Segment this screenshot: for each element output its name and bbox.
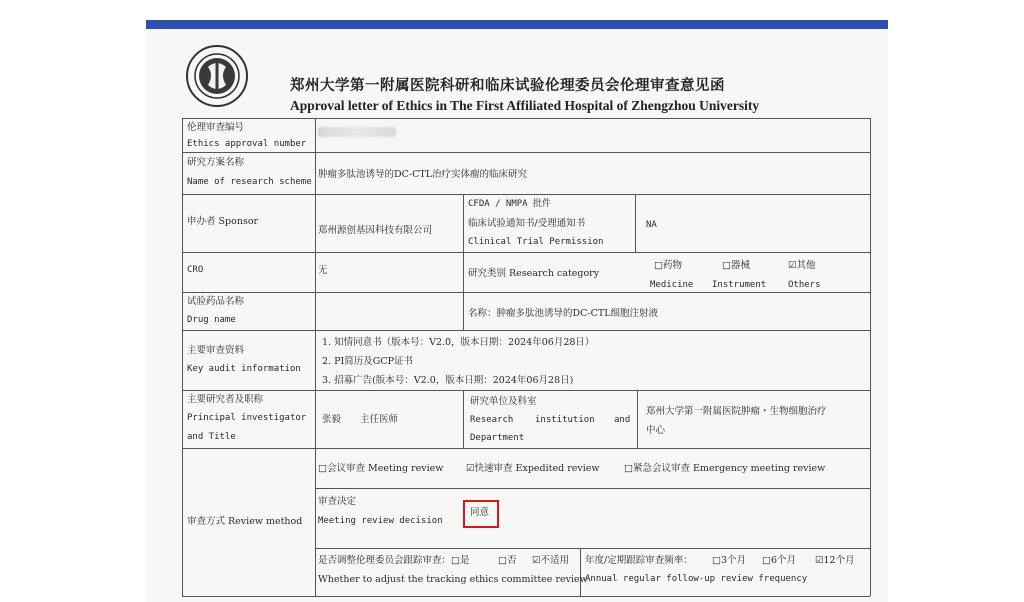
scheme-label-cn: 研究方案名称: [187, 157, 245, 168]
cro-label: CRO: [187, 265, 204, 275]
cro-value: 无: [318, 265, 328, 276]
category-instrument-checkbox[interactable]: □器械: [722, 260, 750, 271]
audit-item-2: 2. PI简历及GCP证书: [322, 356, 413, 367]
institution-label-cn: 研究单位及科室: [470, 396, 537, 407]
ethics-number-label-en: Ethics approval number: [187, 139, 307, 149]
audit-label-en: Key audit information: [187, 364, 301, 374]
decision-value: 同意: [470, 507, 490, 518]
institution-label-en-4: Department: [470, 433, 525, 443]
category-others-checkbox[interactable]: ☑其他: [788, 260, 816, 271]
freq-12-months-checkbox[interactable]: ☑12个月: [815, 555, 855, 566]
category-instrument-label: Instrument: [712, 280, 767, 290]
tracking-adjust-na-checkbox[interactable]: ☑不适用: [532, 555, 570, 566]
scheme-label-en: Name of research scheme: [187, 177, 312, 187]
pi-label-en-2: and Title: [187, 432, 236, 442]
audit-item-1: 1. 知情同意书（版本号：V2.0，版本日期：2024年06月28日）: [322, 337, 595, 348]
tracking-adjust-yes-checkbox[interactable]: 是否调整伦理委员会跟踪审查：□是: [318, 555, 470, 566]
category-medicine-checkbox[interactable]: □药物: [654, 260, 682, 271]
institution-label-en-3: and: [614, 415, 631, 425]
freq-6-months-checkbox[interactable]: □6个月: [762, 555, 797, 566]
institution-value-1: 郑州大学第一附属医院肿瘤・生物细胞治疗: [646, 406, 827, 417]
scheme-value: 肿瘤多肽池诱导的DC-CTL治疗实体瘤的临床研究: [318, 169, 528, 180]
tracking-adjust-no-checkbox[interactable]: □否: [498, 555, 517, 566]
ethics-number-label-cn: 伦理审查编号: [187, 122, 245, 133]
review-expedited-checkbox[interactable]: ☑快速审查 Expedited review: [466, 463, 600, 474]
title-english: Approval letter of Ethics in The First Affiliated Hospital of Zhengzhou University: [290, 98, 760, 113]
title-chinese: 郑州大学第一附属医院科研和临床试验伦理委员会伦理审查意见函: [290, 78, 725, 94]
drug-value: 名称：肿瘤多肽池诱导的DC-CTL细胞注射液: [468, 308, 659, 319]
pi-title: 主任医师: [360, 414, 399, 425]
cfda-label-line3: Clinical Trial Permission: [468, 237, 604, 247]
drug-label-cn: 试验药品名称: [187, 296, 245, 307]
followup-frequency-label-cn: 年度/定期跟踪审查频率：: [585, 555, 693, 566]
category-medicine-label: Medicine: [650, 280, 694, 290]
decision-label-cn: 审查决定: [318, 496, 357, 507]
pi-label-cn: 主要研究者及职称: [187, 394, 264, 405]
top-accent-bar: [146, 20, 888, 29]
cfda-label-line1: CFDA / NMPA 批件: [468, 199, 552, 209]
research-category-label: 研究类别 Research category: [468, 268, 600, 279]
institution-label-en-2: institution: [535, 415, 595, 425]
audit-item-3: 3. 招募广告(版本号：V2.0，版本日期：2024年06月28日): [322, 375, 574, 386]
pi-label-en-1: Principal investigator: [187, 413, 307, 423]
sponsor-value: 郑州源创基因科技有限公司: [318, 225, 433, 236]
decision-label-en: Meeting review decision: [318, 516, 443, 526]
review-meeting-checkbox[interactable]: □会议审查 Meeting review: [318, 463, 444, 474]
redacted-number: [318, 127, 396, 137]
hospital-seal-logo: [186, 45, 248, 107]
cfda-label-line2: 临床试验通知书/受理通知书: [468, 218, 586, 229]
audit-label-cn: 主要审查资料: [187, 345, 245, 356]
pi-name: 张毅: [322, 414, 342, 425]
category-others-label: Others: [788, 280, 821, 290]
institution-label-en-1: Research: [470, 415, 514, 425]
sponsor-label: 申办者 Sponsor: [187, 216, 259, 227]
institution-value-2: 中心: [646, 425, 666, 436]
freq-3-months-checkbox[interactable]: □3个月: [712, 555, 747, 566]
review-emergency-checkbox[interactable]: □紧急会议审查 Emergency meeting review: [624, 463, 826, 474]
review-method-label: 审查方式 Review method: [187, 516, 303, 527]
tracking-adjust-label-en: Whether to adjust the tracking ethics committee review: [318, 574, 588, 585]
cfda-value: NA: [646, 220, 657, 230]
followup-frequency-label-en: Annual regular follow-up review frequency: [585, 574, 808, 584]
drug-label-en: Drug name: [187, 315, 236, 325]
